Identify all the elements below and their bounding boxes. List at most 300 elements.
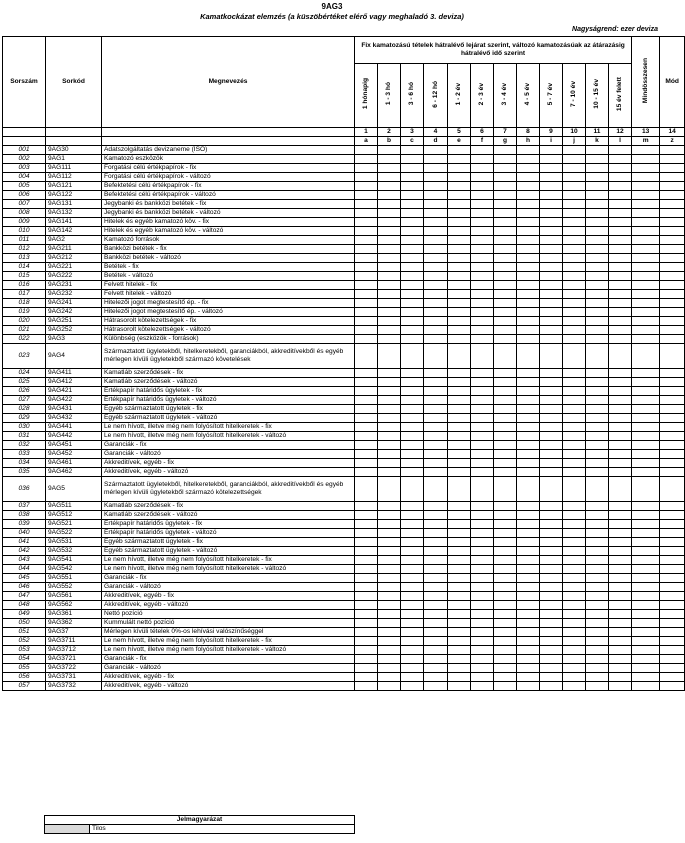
value-cell[interactable] (448, 281, 471, 290)
value-cell[interactable] (563, 164, 586, 173)
value-cell[interactable] (660, 378, 685, 387)
value-cell[interactable] (586, 538, 609, 547)
value-cell[interactable] (378, 164, 401, 173)
value-cell[interactable] (424, 601, 448, 610)
value-cell[interactable] (355, 619, 378, 628)
value-cell[interactable] (540, 317, 563, 326)
value-cell[interactable] (660, 637, 685, 646)
value-cell[interactable] (494, 290, 517, 299)
value-cell[interactable] (401, 547, 424, 556)
value-cell[interactable] (609, 423, 632, 432)
value-cell[interactable] (494, 538, 517, 547)
value-cell[interactable] (448, 227, 471, 236)
value-cell[interactable] (424, 468, 448, 477)
value-cell[interactable] (632, 164, 660, 173)
value-cell[interactable] (632, 146, 660, 155)
value-cell[interactable] (471, 308, 494, 317)
value-cell[interactable] (378, 263, 401, 272)
value-cell[interactable] (471, 477, 494, 502)
value-cell[interactable] (517, 655, 540, 664)
value-cell[interactable] (494, 317, 517, 326)
value-cell[interactable] (401, 477, 424, 502)
value-cell[interactable] (355, 396, 378, 405)
value-cell[interactable] (355, 556, 378, 565)
value-cell[interactable] (517, 254, 540, 263)
value-cell[interactable] (448, 673, 471, 682)
value-cell[interactable] (632, 155, 660, 164)
value-cell[interactable] (632, 547, 660, 556)
value-cell[interactable] (660, 565, 685, 574)
value-cell[interactable] (494, 369, 517, 378)
value-cell[interactable] (517, 601, 540, 610)
value-cell[interactable] (563, 299, 586, 308)
value-cell[interactable] (401, 272, 424, 281)
value-cell[interactable] (517, 556, 540, 565)
value-cell[interactable] (586, 664, 609, 673)
value-cell[interactable] (355, 281, 378, 290)
value-cell[interactable] (424, 592, 448, 601)
value-cell[interactable] (401, 574, 424, 583)
value-cell[interactable] (660, 254, 685, 263)
value-cell[interactable] (401, 263, 424, 272)
value-cell[interactable] (609, 538, 632, 547)
value-cell[interactable] (540, 556, 563, 565)
value-cell[interactable] (448, 423, 471, 432)
value-cell[interactable] (355, 191, 378, 200)
value-cell[interactable] (471, 441, 494, 450)
value-cell[interactable] (660, 441, 685, 450)
value-cell[interactable] (540, 218, 563, 227)
value-cell[interactable] (378, 335, 401, 344)
value-cell[interactable] (563, 565, 586, 574)
value-cell[interactable] (632, 414, 660, 423)
value-cell[interactable] (494, 565, 517, 574)
value-cell[interactable] (540, 520, 563, 529)
value-cell[interactable] (494, 529, 517, 538)
value-cell[interactable] (471, 432, 494, 441)
value-cell[interactable] (471, 682, 494, 691)
value-cell[interactable] (563, 450, 586, 459)
value-cell[interactable] (378, 574, 401, 583)
value-cell[interactable] (355, 272, 378, 281)
value-cell[interactable] (517, 664, 540, 673)
value-cell[interactable] (586, 236, 609, 245)
value-cell[interactable] (540, 254, 563, 263)
value-cell[interactable] (540, 538, 563, 547)
value-cell[interactable] (424, 565, 448, 574)
value-cell[interactable] (378, 529, 401, 538)
value-cell[interactable] (660, 477, 685, 502)
value-cell[interactable] (448, 414, 471, 423)
value-cell[interactable] (448, 664, 471, 673)
value-cell[interactable] (632, 299, 660, 308)
value-cell[interactable] (494, 245, 517, 254)
value-cell[interactable] (355, 254, 378, 263)
value-cell[interactable] (401, 317, 424, 326)
value-cell[interactable] (660, 236, 685, 245)
value-cell[interactable] (632, 317, 660, 326)
value-cell[interactable] (517, 414, 540, 423)
value-cell[interactable] (448, 619, 471, 628)
value-cell[interactable] (424, 673, 448, 682)
value-cell[interactable] (448, 502, 471, 511)
value-cell[interactable] (494, 236, 517, 245)
value-cell[interactable] (378, 209, 401, 218)
value-cell[interactable] (609, 646, 632, 655)
value-cell[interactable] (424, 209, 448, 218)
value-cell[interactable] (378, 556, 401, 565)
value-cell[interactable] (563, 673, 586, 682)
value-cell[interactable] (563, 547, 586, 556)
value-cell[interactable] (660, 664, 685, 673)
value-cell[interactable] (609, 299, 632, 308)
value-cell[interactable] (517, 344, 540, 369)
value-cell[interactable] (378, 155, 401, 164)
value-cell[interactable] (609, 583, 632, 592)
value-cell[interactable] (609, 164, 632, 173)
value-cell[interactable] (517, 369, 540, 378)
value-cell[interactable] (355, 682, 378, 691)
value-cell[interactable] (632, 511, 660, 520)
value-cell[interactable] (424, 335, 448, 344)
value-cell[interactable] (424, 664, 448, 673)
value-cell[interactable] (632, 209, 660, 218)
value-cell[interactable] (586, 459, 609, 468)
value-cell[interactable] (586, 218, 609, 227)
value-cell[interactable] (494, 218, 517, 227)
value-cell[interactable] (378, 637, 401, 646)
value-cell[interactable] (355, 209, 378, 218)
value-cell[interactable] (586, 565, 609, 574)
value-cell[interactable] (448, 254, 471, 263)
value-cell[interactable] (563, 414, 586, 423)
value-cell[interactable] (660, 369, 685, 378)
value-cell[interactable] (660, 164, 685, 173)
value-cell[interactable] (378, 308, 401, 317)
value-cell[interactable] (401, 326, 424, 335)
value-cell[interactable] (517, 477, 540, 502)
value-cell[interactable] (609, 628, 632, 637)
value-cell[interactable] (401, 610, 424, 619)
value-cell[interactable] (517, 468, 540, 477)
value-cell[interactable] (563, 441, 586, 450)
value-cell[interactable] (586, 164, 609, 173)
value-cell[interactable] (540, 263, 563, 272)
value-cell[interactable] (632, 245, 660, 254)
value-cell[interactable] (540, 592, 563, 601)
value-cell[interactable] (540, 583, 563, 592)
value-cell[interactable] (378, 317, 401, 326)
value-cell[interactable] (660, 619, 685, 628)
value-cell[interactable] (424, 511, 448, 520)
value-cell[interactable] (378, 628, 401, 637)
value-cell[interactable] (448, 326, 471, 335)
value-cell[interactable] (471, 556, 494, 565)
value-cell[interactable] (471, 655, 494, 664)
value-cell[interactable] (632, 272, 660, 281)
value-cell[interactable] (540, 227, 563, 236)
value-cell[interactable] (586, 637, 609, 646)
value-cell[interactable] (378, 299, 401, 308)
value-cell[interactable] (471, 335, 494, 344)
value-cell[interactable] (517, 423, 540, 432)
value-cell[interactable] (355, 592, 378, 601)
value-cell[interactable] (660, 655, 685, 664)
value-cell[interactable] (448, 477, 471, 502)
value-cell[interactable] (401, 619, 424, 628)
value-cell[interactable] (378, 673, 401, 682)
value-cell[interactable] (424, 378, 448, 387)
value-cell[interactable] (448, 538, 471, 547)
value-cell[interactable] (355, 414, 378, 423)
value-cell[interactable] (401, 396, 424, 405)
value-cell[interactable] (355, 502, 378, 511)
value-cell[interactable] (586, 423, 609, 432)
value-cell[interactable] (586, 619, 609, 628)
value-cell[interactable] (378, 414, 401, 423)
value-cell[interactable] (401, 308, 424, 317)
value-cell[interactable] (660, 405, 685, 414)
value-cell[interactable] (586, 369, 609, 378)
value-cell[interactable] (540, 396, 563, 405)
value-cell[interactable] (609, 146, 632, 155)
value-cell[interactable] (660, 468, 685, 477)
value-cell[interactable] (540, 664, 563, 673)
value-cell[interactable] (517, 628, 540, 637)
value-cell[interactable] (563, 511, 586, 520)
value-cell[interactable] (586, 200, 609, 209)
value-cell[interactable] (632, 520, 660, 529)
value-cell[interactable] (378, 432, 401, 441)
value-cell[interactable] (401, 164, 424, 173)
value-cell[interactable] (494, 592, 517, 601)
value-cell[interactable] (401, 344, 424, 369)
value-cell[interactable] (517, 583, 540, 592)
value-cell[interactable] (471, 209, 494, 218)
value-cell[interactable] (401, 254, 424, 263)
value-cell[interactable] (424, 414, 448, 423)
value-cell[interactable] (540, 281, 563, 290)
value-cell[interactable] (609, 529, 632, 538)
value-cell[interactable] (471, 610, 494, 619)
value-cell[interactable] (401, 155, 424, 164)
value-cell[interactable] (517, 236, 540, 245)
value-cell[interactable] (424, 556, 448, 565)
value-cell[interactable] (586, 396, 609, 405)
value-cell[interactable] (355, 565, 378, 574)
value-cell[interactable] (401, 529, 424, 538)
value-cell[interactable] (609, 556, 632, 565)
value-cell[interactable] (586, 556, 609, 565)
value-cell[interactable] (378, 538, 401, 547)
value-cell[interactable] (660, 308, 685, 317)
value-cell[interactable] (563, 317, 586, 326)
value-cell[interactable] (378, 378, 401, 387)
value-cell[interactable] (424, 502, 448, 511)
value-cell[interactable] (494, 583, 517, 592)
value-cell[interactable] (586, 405, 609, 414)
value-cell[interactable] (355, 236, 378, 245)
value-cell[interactable] (494, 414, 517, 423)
value-cell[interactable] (540, 459, 563, 468)
value-cell[interactable] (355, 583, 378, 592)
value-cell[interactable] (378, 227, 401, 236)
value-cell[interactable] (401, 441, 424, 450)
value-cell[interactable] (448, 164, 471, 173)
value-cell[interactable] (586, 146, 609, 155)
value-cell[interactable] (471, 405, 494, 414)
value-cell[interactable] (540, 308, 563, 317)
value-cell[interactable] (609, 619, 632, 628)
value-cell[interactable] (378, 682, 401, 691)
value-cell[interactable] (424, 396, 448, 405)
value-cell[interactable] (517, 682, 540, 691)
value-cell[interactable] (563, 459, 586, 468)
value-cell[interactable] (563, 182, 586, 191)
value-cell[interactable] (540, 547, 563, 556)
value-cell[interactable] (378, 511, 401, 520)
value-cell[interactable] (609, 200, 632, 209)
value-cell[interactable] (448, 245, 471, 254)
value-cell[interactable] (632, 227, 660, 236)
value-cell[interactable] (401, 236, 424, 245)
value-cell[interactable] (632, 423, 660, 432)
value-cell[interactable] (494, 619, 517, 628)
value-cell[interactable] (660, 520, 685, 529)
value-cell[interactable] (471, 583, 494, 592)
value-cell[interactable] (448, 299, 471, 308)
value-cell[interactable] (401, 511, 424, 520)
value-cell[interactable] (424, 146, 448, 155)
value-cell[interactable] (401, 538, 424, 547)
value-cell[interactable] (632, 628, 660, 637)
value-cell[interactable] (355, 450, 378, 459)
value-cell[interactable] (448, 344, 471, 369)
value-cell[interactable] (517, 459, 540, 468)
value-cell[interactable] (632, 441, 660, 450)
value-cell[interactable] (517, 637, 540, 646)
value-cell[interactable] (471, 396, 494, 405)
value-cell[interactable] (586, 378, 609, 387)
value-cell[interactable] (448, 450, 471, 459)
value-cell[interactable] (540, 610, 563, 619)
value-cell[interactable] (424, 218, 448, 227)
value-cell[interactable] (563, 556, 586, 565)
value-cell[interactable] (401, 290, 424, 299)
value-cell[interactable] (494, 281, 517, 290)
value-cell[interactable] (424, 155, 448, 164)
value-cell[interactable] (563, 209, 586, 218)
value-cell[interactable] (563, 245, 586, 254)
value-cell[interactable] (586, 646, 609, 655)
value-cell[interactable] (586, 263, 609, 272)
value-cell[interactable] (609, 450, 632, 459)
value-cell[interactable] (563, 529, 586, 538)
value-cell[interactable] (540, 236, 563, 245)
value-cell[interactable] (609, 502, 632, 511)
value-cell[interactable] (448, 405, 471, 414)
value-cell[interactable] (632, 396, 660, 405)
value-cell[interactable] (609, 673, 632, 682)
value-cell[interactable] (471, 387, 494, 396)
value-cell[interactable] (401, 502, 424, 511)
value-cell[interactable] (448, 155, 471, 164)
value-cell[interactable] (660, 344, 685, 369)
value-cell[interactable] (660, 263, 685, 272)
value-cell[interactable] (494, 299, 517, 308)
value-cell[interactable] (448, 317, 471, 326)
value-cell[interactable] (424, 610, 448, 619)
value-cell[interactable] (471, 592, 494, 601)
value-cell[interactable] (660, 155, 685, 164)
value-cell[interactable] (494, 547, 517, 556)
value-cell[interactable] (448, 173, 471, 182)
value-cell[interactable] (586, 441, 609, 450)
value-cell[interactable] (586, 673, 609, 682)
value-cell[interactable] (424, 326, 448, 335)
value-cell[interactable] (471, 236, 494, 245)
value-cell[interactable] (401, 592, 424, 601)
value-cell[interactable] (563, 263, 586, 272)
value-cell[interactable] (471, 290, 494, 299)
value-cell[interactable] (586, 529, 609, 538)
value-cell[interactable] (609, 511, 632, 520)
value-cell[interactable] (609, 272, 632, 281)
value-cell[interactable] (517, 290, 540, 299)
value-cell[interactable] (517, 529, 540, 538)
value-cell[interactable] (563, 423, 586, 432)
value-cell[interactable] (494, 502, 517, 511)
value-cell[interactable] (378, 173, 401, 182)
value-cell[interactable] (540, 155, 563, 164)
value-cell[interactable] (540, 387, 563, 396)
value-cell[interactable] (517, 191, 540, 200)
value-cell[interactable] (378, 369, 401, 378)
value-cell[interactable] (355, 423, 378, 432)
value-cell[interactable] (586, 583, 609, 592)
value-cell[interactable] (660, 592, 685, 601)
value-cell[interactable] (424, 529, 448, 538)
value-cell[interactable] (660, 326, 685, 335)
value-cell[interactable] (355, 441, 378, 450)
value-cell[interactable] (494, 423, 517, 432)
value-cell[interactable] (378, 592, 401, 601)
value-cell[interactable] (517, 326, 540, 335)
value-cell[interactable] (494, 450, 517, 459)
value-cell[interactable] (355, 326, 378, 335)
value-cell[interactable] (424, 520, 448, 529)
value-cell[interactable] (540, 378, 563, 387)
value-cell[interactable] (355, 299, 378, 308)
value-cell[interactable] (448, 146, 471, 155)
value-cell[interactable] (378, 423, 401, 432)
value-cell[interactable] (424, 538, 448, 547)
value-cell[interactable] (609, 414, 632, 423)
value-cell[interactable] (448, 529, 471, 538)
value-cell[interactable] (586, 468, 609, 477)
value-cell[interactable] (378, 146, 401, 155)
value-cell[interactable] (448, 263, 471, 272)
value-cell[interactable] (494, 146, 517, 155)
value-cell[interactable] (448, 308, 471, 317)
value-cell[interactable] (517, 592, 540, 601)
value-cell[interactable] (540, 441, 563, 450)
value-cell[interactable] (494, 254, 517, 263)
value-cell[interactable] (424, 459, 448, 468)
value-cell[interactable] (517, 308, 540, 317)
value-cell[interactable] (540, 173, 563, 182)
value-cell[interactable] (424, 191, 448, 200)
